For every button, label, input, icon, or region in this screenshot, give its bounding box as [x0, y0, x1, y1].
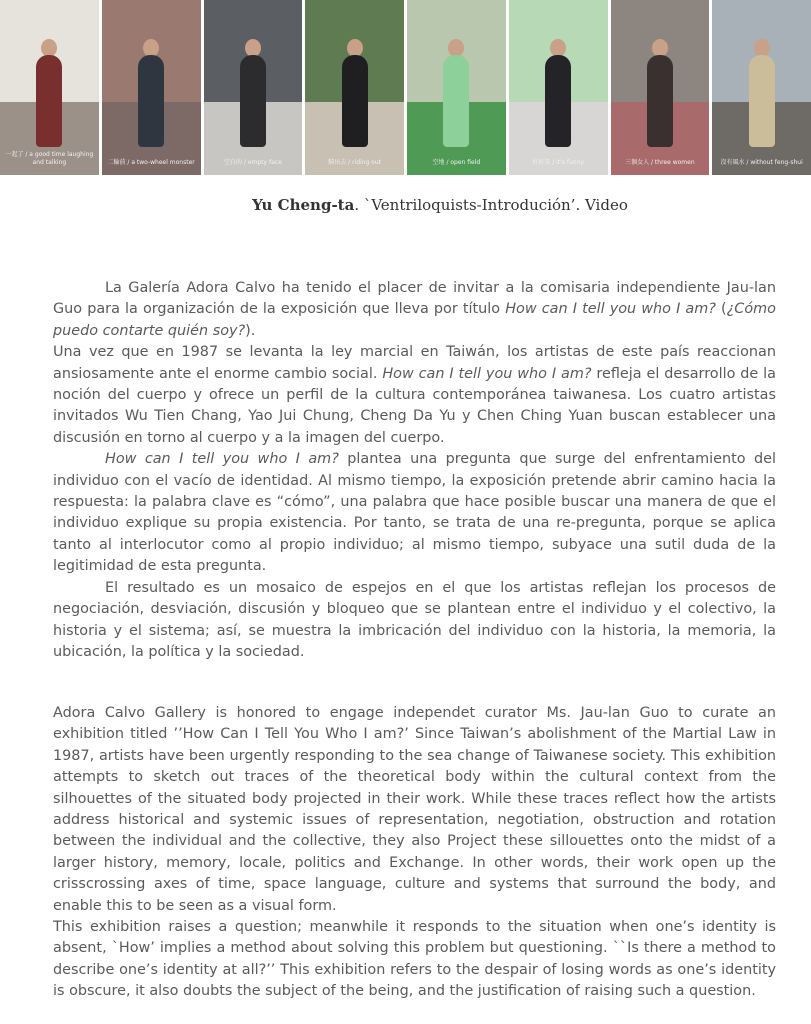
spanish-paragraph-2 [53, 342, 776, 449]
person-figure [342, 55, 368, 147]
video-still-8 [712, 0, 811, 175]
english-paragraph-2: This exhibition raises a question; meanwhile it responds to the situation when one’s identity is absent, `How’ implies a method about solving this problem but questioning. ``Is there a method to describe one’s identity at all?’’ This exhibition refers to the despair of losing words as one’s identity is obscure, it also doubts the subject of the being, and the justification of raising such a question. [53, 919, 776, 1000]
text-run: plantea una pregunta que surge del enfrentamiento del individuo con el vacío de identidad. Al mismo tiempo, la exposición pretende abrir camino hacia la respuesta: la palabra clave es “cómo”, una palabra que hace posible buscar una manera de que el individuo explique su propia existencia. Por tanto, se trata de una re-pregunta, porque se aplica tanto al interlocutor como al propio individuo; al mismo tiempo, subyace una sutil duda de la legitimidad de esta pregunta. [53, 451, 776, 575]
text-run: ). [245, 322, 256, 339]
person-figure [240, 55, 266, 147]
exhibition-title: How can I tell you who I am? [105, 451, 339, 468]
still-caption: 沒有風水 / without feng-shui [720, 159, 803, 166]
exhibition-title-spanish: ¿Cómo puedo contarte quién soy? [53, 301, 776, 339]
still-caption: 好好笑 / it's funny [532, 159, 584, 166]
text-run: ( [715, 301, 727, 318]
still-caption: 騎出去 / riding out [328, 159, 382, 166]
english-paragraph-1: Adora Calvo Gallery is honored to engage independet curator Ms. Jau-lan Guo to curate an exhibition titled ’’How Can I Tell You Who I am?’ Since Taiwan’s abolishment of the Martial Law in 1987, artists have been urgently responding to the sea change of Taiwanese society. This exhibition attempts to sketch out traces of the theoretical body within the cultural context from the silhouettes of the situated body projected in their work. While these traces reflect how the artists address historical and systemic issues of representation, negotiation, obstruction and rotation between the individual and the collective, they also Project these sillouettes onto the midst of a larger history, memory, locale, politics and Exchange. In other words, their work open up the crisscrossing axes of time, space language, culture and systems that surround the body, and enable this to be seen as a visual form. [53, 705, 776, 914]
work-title: . `Ventriloquists-Introdución’. Video [354, 196, 628, 214]
person-figure [138, 55, 164, 147]
person-figure [443, 55, 469, 147]
still-caption: 空白的 / empty face [223, 159, 282, 166]
english-text [53, 703, 776, 1003]
figure-caption [0, 196, 811, 214]
still-caption: 一起了 / a good time laughing and talking [5, 151, 94, 166]
video-still-4 [305, 0, 404, 175]
video-still-3 [204, 0, 303, 175]
still-caption: 三個女人 / three women [625, 159, 695, 166]
spanish-text [53, 278, 776, 663]
text-run: Una vez que en 1987 se levanta la ley marcial en Taiwán, los artistas de este país reaccionan ansiosamente ante el enorme cambio social. [53, 344, 776, 382]
video-stills-strip [0, 0, 811, 175]
exhibition-title: How can I tell you who I am? [382, 365, 592, 382]
spanish-paragraph-3 [53, 449, 776, 577]
person-figure [545, 55, 571, 147]
person-figure [647, 55, 673, 147]
exhibition-title: How can I tell you who I am? [505, 301, 716, 318]
video-still-1 [0, 0, 99, 175]
video-still-6 [509, 0, 608, 175]
text-run: refleja el desarrollo de la noción del cuerpo y ofrece un perfil de la cultura contemporánea taiwanesa. Los cuatro artistas invitados Wu Tien Chang, Yao Jui Chung, Cheng Da Yu y Chen Ching Yuan buscan establecer una discusión en torno al cuerpo y a la imagen del cuerpo. [53, 365, 777, 446]
video-still-2 [102, 0, 201, 175]
still-caption: 二輪前 / a two-wheel monster [107, 159, 195, 166]
spanish-paragraph-4: El resultado es un mosaico de espejos en el que los artistas reflejan los procesos de negociación, desviación, discusión y bloqueo que se plantean entre el individuo y el colectivo, la historia y el sistema; así, se muestra la imbricación del individuo con la historia, la memoria, la ubicación, la política y la sociedad. [53, 579, 776, 660]
still-caption: 空地 / open field [432, 159, 481, 166]
person-figure [36, 55, 62, 147]
spanish-paragraph-1 [53, 278, 776, 342]
text-run: La Galería Adora Calvo ha tenido el placer de invitar a la comisaria independiente Jau-lan Guo para la organización de la exposición que lleva por título [53, 280, 776, 318]
video-still-7 [611, 0, 710, 175]
video-still-5 [407, 0, 506, 175]
person-figure [749, 55, 775, 147]
artist-name: Yu Cheng-ta [252, 196, 355, 214]
